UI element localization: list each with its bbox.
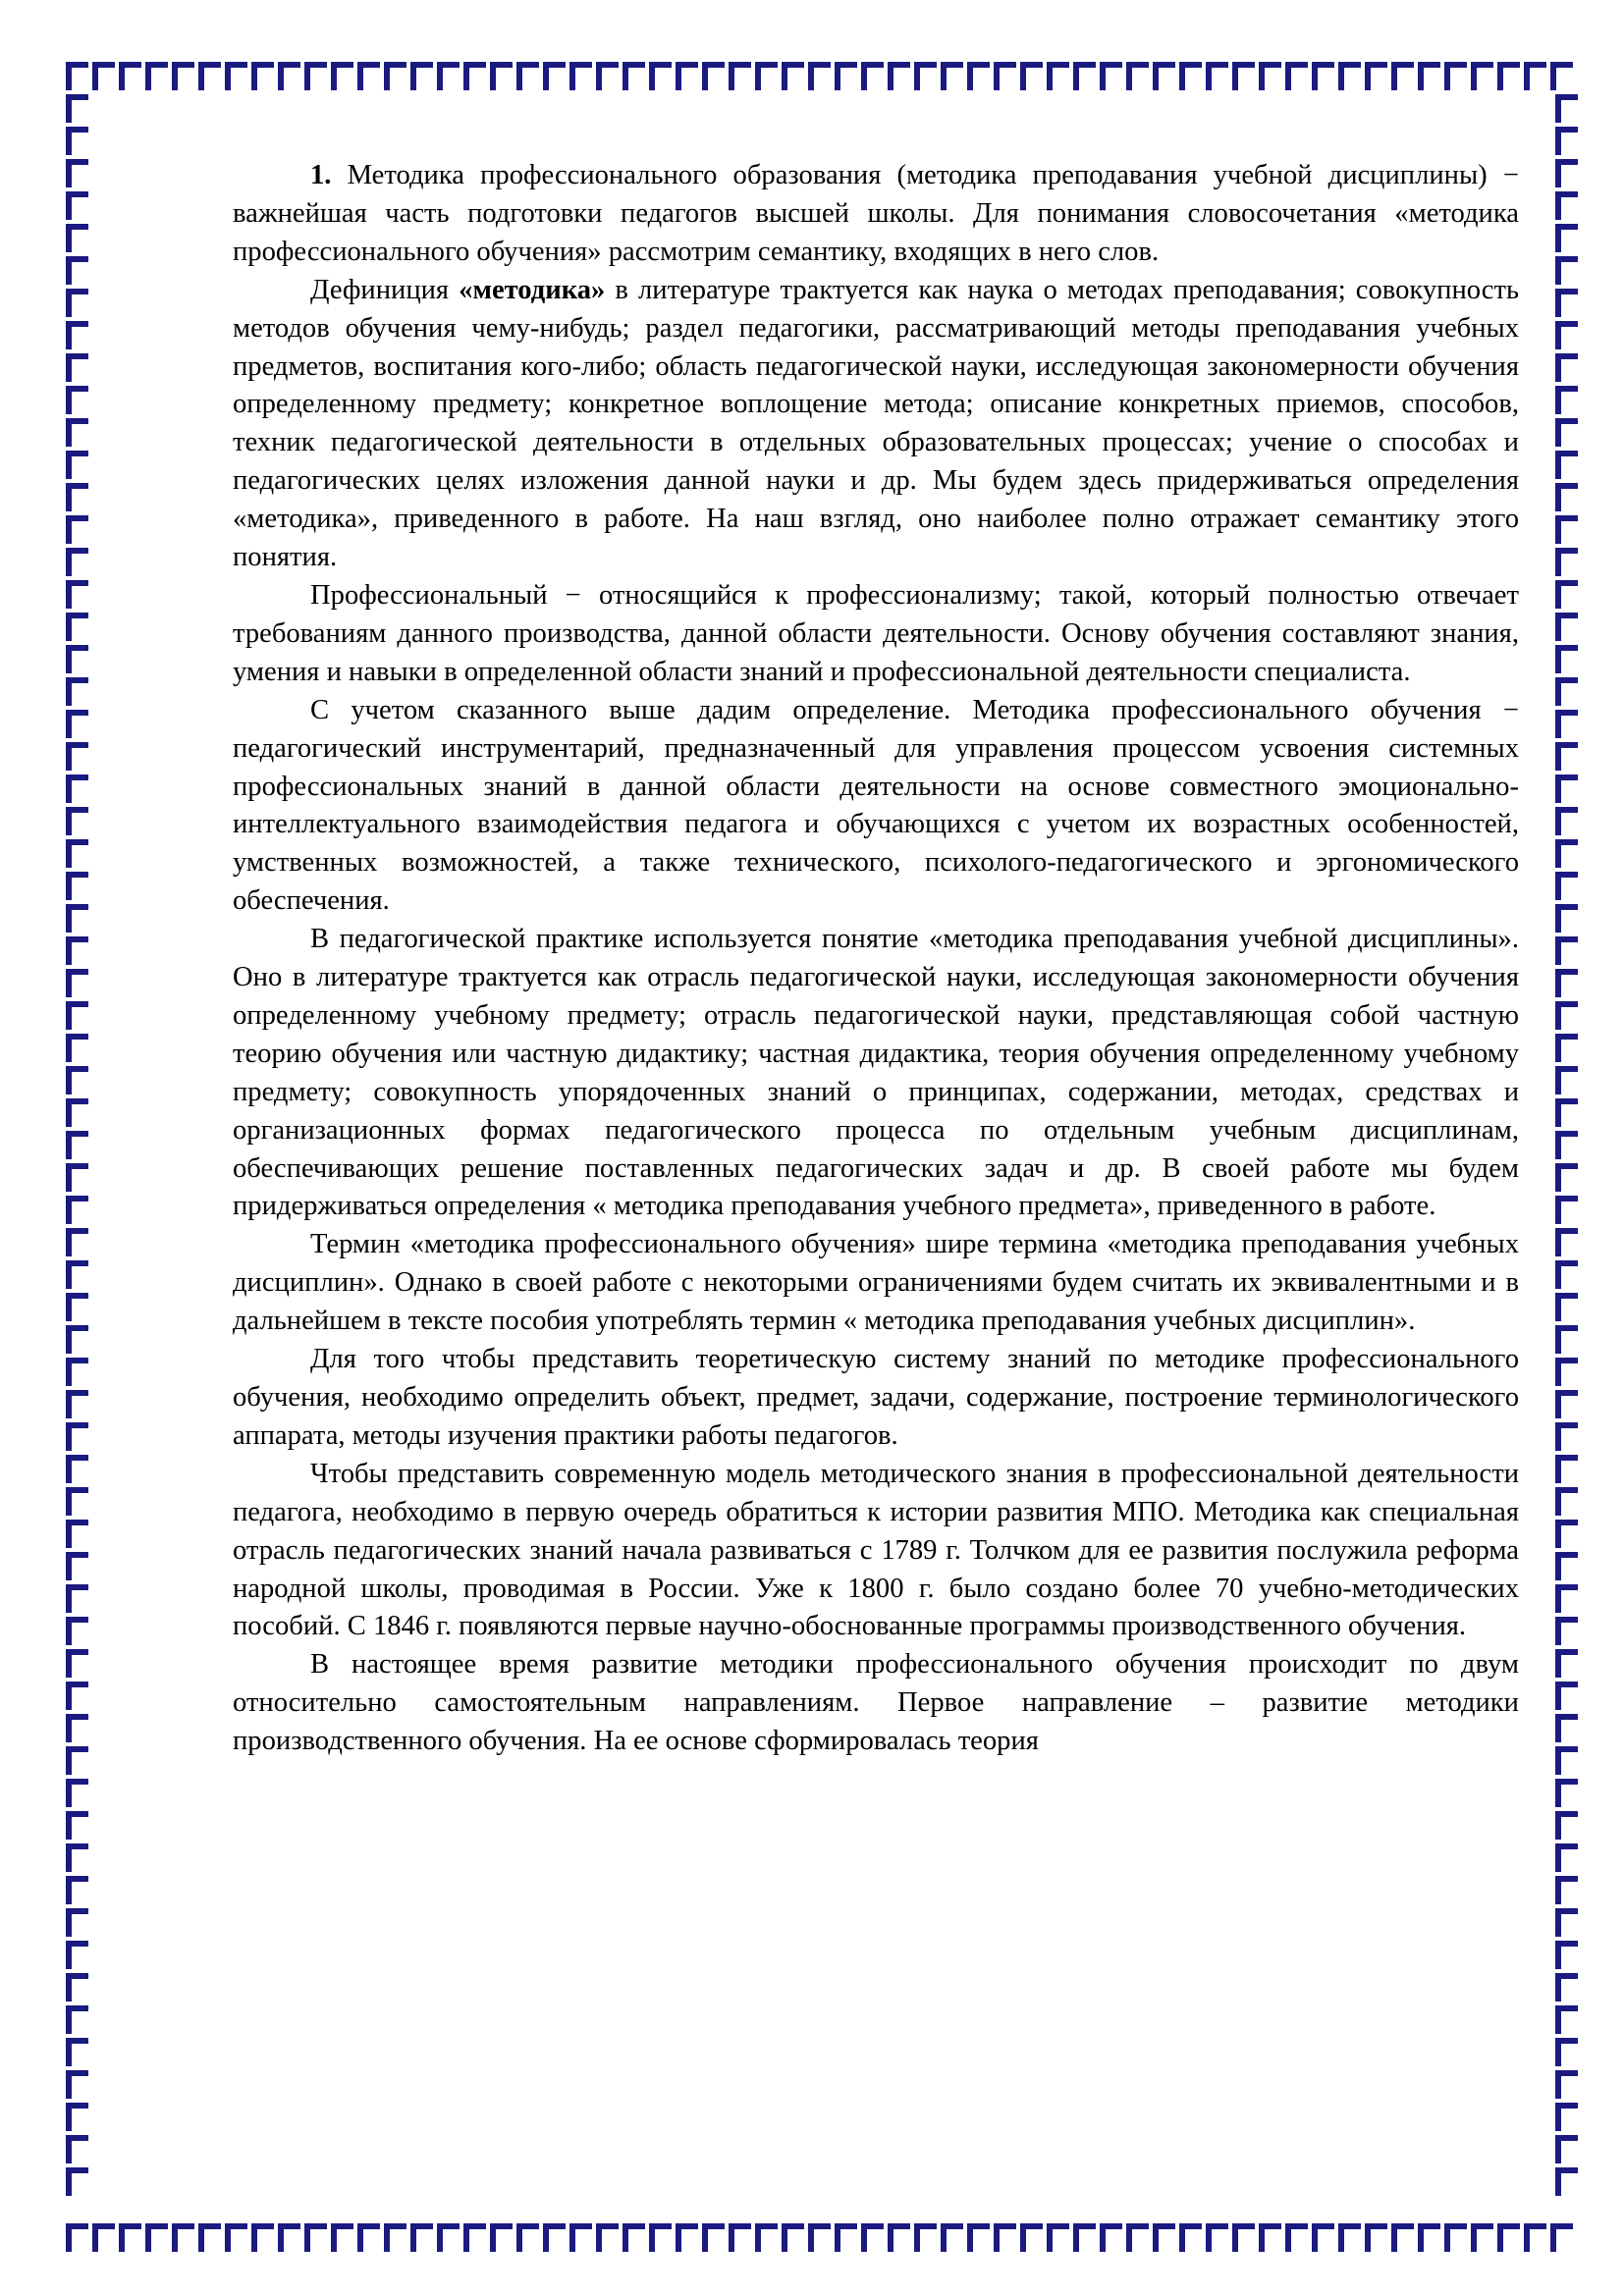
border-bracket (652, 65, 669, 87)
bold-term: «методика» (459, 274, 606, 305)
border-bracket (625, 2226, 642, 2249)
border-bracket (201, 65, 218, 87)
border-bracket (731, 2226, 748, 2249)
border-bracket (1558, 324, 1575, 347)
border-bracket (69, 713, 85, 735)
border-bracket (69, 1749, 85, 1772)
paragraph-3: Профессиональный − относящийся к профессионализму; такой, который полностью отвечает требованиям данного производства, данной области деятельности. Основу обучения составляют знания, умения и навыки в определенной области знаний и профессиональной деятельности специалиста. (233, 579, 1519, 687)
border-bracket (1341, 2226, 1358, 2249)
border-bracket (1558, 680, 1575, 703)
border-bracket (69, 454, 85, 476)
border-bracket (334, 2226, 351, 2249)
border-bracket (360, 2226, 377, 2249)
border-left-column (69, 97, 85, 2193)
border-bracket (69, 1458, 85, 1480)
border-bracket (1558, 1490, 1575, 1513)
border-bracket (1558, 259, 1575, 282)
border-bracket (705, 65, 722, 87)
border-bracket (1103, 2226, 1119, 2249)
border-bracket (69, 259, 85, 282)
border-bracket (519, 2226, 536, 2249)
border-bracket (69, 1555, 85, 1577)
border-bracket (254, 65, 271, 87)
border-right-column (1558, 97, 1575, 2193)
border-bracket (917, 2226, 934, 2249)
border-bracket (1156, 65, 1172, 87)
border-bracket (1315, 65, 1331, 87)
border-bracket (1558, 745, 1575, 768)
border-bracket (69, 1361, 85, 1383)
border-bracket (599, 65, 616, 87)
border-bracket (1558, 356, 1575, 379)
border-bracket (1558, 1328, 1575, 1351)
border-bracket (493, 2226, 510, 2249)
paragraph-7: Для того чтобы представить теоретическую систему знаний по методике профессионального обучения, необходимо определить объект, предмет, задачи, содержание, построение терминологического аппарата, методы изучения практики работы педагогов. (233, 1344, 1519, 1451)
border-bracket (811, 2226, 828, 2249)
border-bottom-row (69, 2226, 1570, 2249)
border-bracket (69, 551, 85, 573)
border-bracket (1447, 2226, 1464, 2249)
border-bracket (758, 65, 775, 87)
border-bracket (69, 1522, 85, 1545)
border-bracket (1262, 65, 1278, 87)
border-bracket (307, 2226, 324, 2249)
border-bracket (1558, 1199, 1575, 1221)
border-bracket (69, 389, 85, 411)
border-bracket (1209, 65, 1225, 87)
border-bracket (1558, 939, 1575, 962)
border-bracket (1558, 713, 1575, 735)
border-bracket (1558, 551, 1575, 573)
border-bracket (1076, 2226, 1093, 2249)
border-bracket (440, 2226, 457, 2249)
border-bracket (69, 1134, 85, 1156)
border-bracket (69, 842, 85, 865)
border-bracket (1558, 1879, 1575, 1901)
border-bracket (1447, 65, 1464, 87)
border-bracket (1558, 1458, 1575, 1480)
border-bracket (440, 65, 457, 87)
border-bracket (1315, 2226, 1331, 2249)
border-bracket (69, 1101, 85, 1124)
border-bracket (891, 2226, 907, 2249)
border-bracket (1129, 2226, 1146, 2249)
border-bracket (387, 65, 404, 87)
border-bracket (413, 2226, 430, 2249)
border-bracket (1558, 194, 1575, 217)
border-bracket (1558, 130, 1575, 152)
border-bracket (69, 1976, 85, 1999)
border-bracket (1235, 2226, 1252, 2249)
border-bracket (69, 1587, 85, 1610)
border-bracket (69, 162, 85, 185)
border-bracket (944, 2226, 960, 2249)
paragraph-text-end: в литературе трактуется как наука о методах преподавания; совокупность методов обучения чему-нибудь; раздел педагогики, рассматривающий методы преподавания учебных предметов, воспитания кого-либо; область педагогической науки, исследующая закономерности обучения определенному предмету; конкретное воплощение метода; описание конкретных приемов, способов, техник педагогической деятельности в отдельных образовательных процессах; учение о способах и педагогических целях изложения данной науки и др. Мы будем здесь придерживаться определения «методика», приведенного в работе. На наш взгляд, оно наиболее полно отражает семантику этого понятия. (233, 274, 1520, 573)
border-bracket (493, 65, 510, 87)
border-bracket (1558, 486, 1575, 508)
document-body (233, 157, 1519, 1761)
paragraph-text-start: Дефиниция (310, 274, 460, 305)
border-bracket (122, 2226, 138, 2249)
border-bracket (1474, 2226, 1490, 2249)
border-bracket (891, 65, 907, 87)
border-bracket (546, 65, 563, 87)
border-bracket (1023, 2226, 1040, 2249)
border-bracket (1558, 1037, 1575, 1059)
border-bracket (69, 875, 85, 897)
border-bracket (228, 65, 244, 87)
border-bracket (1341, 65, 1358, 87)
border-bracket (307, 65, 324, 87)
border-bracket (1558, 162, 1575, 185)
border-bracket (69, 907, 85, 930)
border-bracket (228, 2226, 244, 2249)
border-bracket (175, 2226, 191, 2249)
border-bracket (1558, 1944, 1575, 1966)
border-bracket (69, 1911, 85, 1934)
border-bracket (69, 1814, 85, 1837)
border-bracket (1558, 583, 1575, 606)
border-bracket (1500, 2226, 1517, 2249)
border-bracket (69, 1231, 85, 1254)
border-bracket (95, 2226, 112, 2249)
border-bracket (69, 2041, 85, 2063)
border-bracket (1394, 65, 1411, 87)
border-bracket (1558, 777, 1575, 800)
border-bracket (1558, 421, 1575, 444)
border-bracket (1558, 1004, 1575, 1027)
border-bracket (1103, 65, 1119, 87)
border-bracket (1558, 227, 1575, 249)
border-bracket (652, 2226, 669, 2249)
border-bracket (1558, 615, 1575, 638)
border-bracket (69, 745, 85, 768)
border-bracket (970, 2226, 987, 2249)
border-bracket (1209, 2226, 1225, 2249)
border-bracket (69, 1263, 85, 1286)
border-bracket (572, 2226, 589, 2249)
border-bracket (1558, 2073, 1575, 2096)
border-bracket (69, 2073, 85, 2096)
border-bracket (69, 97, 85, 120)
border-bracket (69, 1846, 85, 1869)
border-bracket (360, 65, 377, 87)
border-bracket (69, 2106, 85, 2128)
border-bracket (281, 65, 298, 87)
border-bracket (1421, 65, 1437, 87)
border-bracket (1527, 2226, 1543, 2249)
border-bracket (69, 1166, 85, 1189)
border-bracket (1050, 65, 1066, 87)
border-bracket (69, 130, 85, 152)
border-bracket (148, 65, 165, 87)
border-bracket (1558, 875, 1575, 897)
border-bracket (1558, 1749, 1575, 1772)
border-bracket (69, 939, 85, 962)
border-bracket (69, 2008, 85, 2031)
border-bracket (1558, 1782, 1575, 1804)
border-bracket (1558, 810, 1575, 832)
border-bracket (69, 486, 85, 508)
border-bracket (254, 2226, 271, 2249)
paragraph-6: Термин «методика профессионального обучения» шире термина «методика преподавания учебных дисциплин». Однако в своей работе с некоторыми ограничениями будем считать их эквивалентными и в дальнейшем в тексте пособия употреблять термин « методика преподавания учебных дисциплин». (233, 1229, 1519, 1337)
border-bracket (69, 1296, 85, 1318)
border-bracket (1558, 389, 1575, 411)
border-bracket (864, 65, 881, 87)
border-bracket (69, 1717, 85, 1739)
border-bracket (997, 2226, 1013, 2249)
border-bracket (625, 65, 642, 87)
border-bracket (678, 2226, 695, 2249)
border-bracket (69, 1620, 85, 1642)
border-bracket (466, 2226, 483, 2249)
border-bracket (1262, 2226, 1278, 2249)
border-bracket (1558, 2041, 1575, 2063)
border-bracket (69, 1490, 85, 1513)
border-bracket (1558, 1684, 1575, 1707)
border-bracket (69, 1004, 85, 1027)
border-bracket (1288, 65, 1305, 87)
border-bracket (1558, 2106, 1575, 2128)
border-bracket (1558, 648, 1575, 670)
border-bracket (1558, 1522, 1575, 1545)
border-bracket (1500, 65, 1517, 87)
border-bracket (69, 1879, 85, 1901)
border-bracket (785, 2226, 801, 2249)
border-bracket (705, 2226, 722, 2249)
border-bracket (1558, 1976, 1575, 1999)
border-bracket (864, 2226, 881, 2249)
border-bracket (599, 2226, 616, 2249)
border-bracket (1558, 1846, 1575, 1869)
border-bracket (1368, 2226, 1384, 2249)
border-bracket (1558, 1911, 1575, 1934)
border-bracket (1553, 65, 1570, 87)
border-bracket (69, 1425, 85, 1448)
border-bracket (1558, 1231, 1575, 1254)
border-bracket (95, 65, 112, 87)
border-bracket (1558, 972, 1575, 994)
border-bracket (1558, 1555, 1575, 1577)
border-bracket (69, 292, 85, 314)
border-bracket (970, 65, 987, 87)
border-bracket (811, 65, 828, 87)
border-bracket (1558, 1620, 1575, 1642)
border-bracket (148, 2226, 165, 2249)
border-bracket (1558, 2138, 1575, 2161)
border-bracket (1182, 2226, 1199, 2249)
border-bracket (69, 421, 85, 444)
border-bracket (69, 65, 85, 87)
border-bracket (1156, 2226, 1172, 2249)
border-bracket (175, 65, 191, 87)
border-bracket (1558, 97, 1575, 120)
border-bracket (69, 777, 85, 800)
border-bracket (69, 1684, 85, 1707)
border-bracket (785, 65, 801, 87)
border-bracket (1558, 1166, 1575, 1189)
border-bracket (69, 680, 85, 703)
border-bracket (1558, 1393, 1575, 1415)
border-bracket (1558, 842, 1575, 865)
border-bracket (1288, 2226, 1305, 2249)
border-bracket (997, 65, 1013, 87)
border-bracket (944, 65, 960, 87)
border-bracket (69, 1652, 85, 1675)
paragraph-5: В педагогической практике используется понятие «методика преподавания учебной дисциплины». Оно в литературе трактуется как отрасль педагогической науки, исследующая закономерности обучения определенному учебному предмету; отрасль педагогической науки, представляющая собой частную теорию обучения или частную дидактику; частная дидактика, теория обучения определенному учебному предмету; совокупность упорядоченных знаний о принципах, содержании, методах, средствах и организационных формах педагогического процесса по отдельным учебным дисциплинам, обеспечивающих решение поставленных педагогических задач и др. В своей работе мы будем придерживаться определения « методика преподавания учебного предмета», приведенного в работе. (233, 924, 1519, 1222)
border-bracket (1076, 65, 1093, 87)
border-bracket (1023, 65, 1040, 87)
border-bracket (1558, 1296, 1575, 1318)
border-bracket (1394, 2226, 1411, 2249)
paragraph-4: С учетом сказанного выше дадим определение. Методика профессионального обучения − педагогический инструментарий, предназначенный для управления процессом усвоения системных профессиональных знаний в данной области деятельности на основе совместного эмоционально-интеллектуального взаимодействия педагога и обучающихся с учетом их возрастных особенностей, умственных возможностей, а также технического, психолого-педагогического и эргономического обеспечения. (233, 694, 1519, 917)
border-bracket (69, 1393, 85, 1415)
border-bracket (758, 2226, 775, 2249)
border-bracket (387, 2226, 404, 2249)
paragraph-text: Методика профессионального образования (методика преподавания учебной дисциплины) − важнейшая часть подготовки педагогов высшей школы. Для понимания словосочетания «методика профессионального обучения» рассмотрим семантику, входящих в него слов. (233, 160, 1519, 267)
paragraph-8: Чтобы представить современную модель методического знания в профессиональной деятельности педагога, необходимо в первую очередь обратиться к истории развития МПО. Методика как специальная отрасль педагогических знаний начала развиваться с 1789 г. Толчком для ее развития послужила реформа народной школы, проводимая в России. Уже к 1800 г. было создано более 70 учебно-методических пособий. С 1846 г. появляются первые научно-обоснованные программы производственного обучения. (233, 1458, 1519, 1642)
border-bracket (69, 227, 85, 249)
border-bracket (1182, 65, 1199, 87)
border-bracket (917, 65, 934, 87)
border-bracket (413, 65, 430, 87)
border-bracket (69, 648, 85, 670)
border-bracket (69, 194, 85, 217)
border-bracket (1558, 1069, 1575, 1092)
border-bracket (1527, 65, 1543, 87)
border-bracket (69, 1037, 85, 1059)
border-bracket (1050, 2226, 1066, 2249)
border-bracket (1558, 454, 1575, 476)
border-bracket (1558, 1263, 1575, 1286)
border-bracket (201, 2226, 218, 2249)
border-bracket (1558, 907, 1575, 930)
border-bracket (1558, 1587, 1575, 1610)
border-bracket (69, 615, 85, 638)
border-bracket (281, 2226, 298, 2249)
border-bracket (1368, 65, 1384, 87)
paragraph-number: 1. (310, 160, 332, 190)
border-bracket (1553, 2226, 1570, 2249)
border-bracket (69, 2170, 85, 2193)
border-bracket (1558, 2008, 1575, 2031)
border-bracket (1558, 518, 1575, 541)
border-bracket (466, 65, 483, 87)
border-bracket (1558, 1361, 1575, 1383)
border-bracket (69, 1069, 85, 1092)
border-bracket (838, 65, 854, 87)
border-bracket (838, 2226, 854, 2249)
paragraph-9: В настоящее время развитие методики профессионального обучения происходит по двум относительно самостоятельным направлениям. Первое направление – развитие методики производственного обучения. На ее основе сформировалась теория (233, 1649, 1519, 1757)
border-bracket (1558, 2170, 1575, 2193)
border-bracket (1558, 1652, 1575, 1675)
border-bracket (69, 1199, 85, 1221)
border-bracket (1235, 65, 1252, 87)
border-bracket (69, 972, 85, 994)
border-bracket (69, 1944, 85, 1966)
border-bracket (1558, 1717, 1575, 1739)
border-bracket (678, 65, 695, 87)
paragraph-1 (233, 157, 1519, 272)
border-bracket (1558, 1425, 1575, 1448)
border-bracket (1421, 2226, 1437, 2249)
border-bracket (519, 65, 536, 87)
border-bracket (572, 65, 589, 87)
border-bracket (334, 65, 351, 87)
border-bracket (731, 65, 748, 87)
border-bracket (69, 324, 85, 347)
border-bracket (122, 65, 138, 87)
border-bracket (1558, 1814, 1575, 1837)
border-bracket (69, 810, 85, 832)
border-bracket (69, 1328, 85, 1351)
border-bracket (69, 518, 85, 541)
border-bracket (1129, 65, 1146, 87)
border-bracket (1558, 1101, 1575, 1124)
border-bracket (1474, 65, 1490, 87)
border-bracket (69, 356, 85, 379)
paragraph-2 (233, 272, 1519, 577)
border-bracket (1558, 292, 1575, 314)
border-bracket (69, 2138, 85, 2161)
border-bracket (69, 2226, 85, 2249)
border-top-row (69, 65, 1570, 87)
border-bracket (1558, 1134, 1575, 1156)
border-bracket (546, 2226, 563, 2249)
border-bracket (69, 583, 85, 606)
border-bracket (69, 1782, 85, 1804)
